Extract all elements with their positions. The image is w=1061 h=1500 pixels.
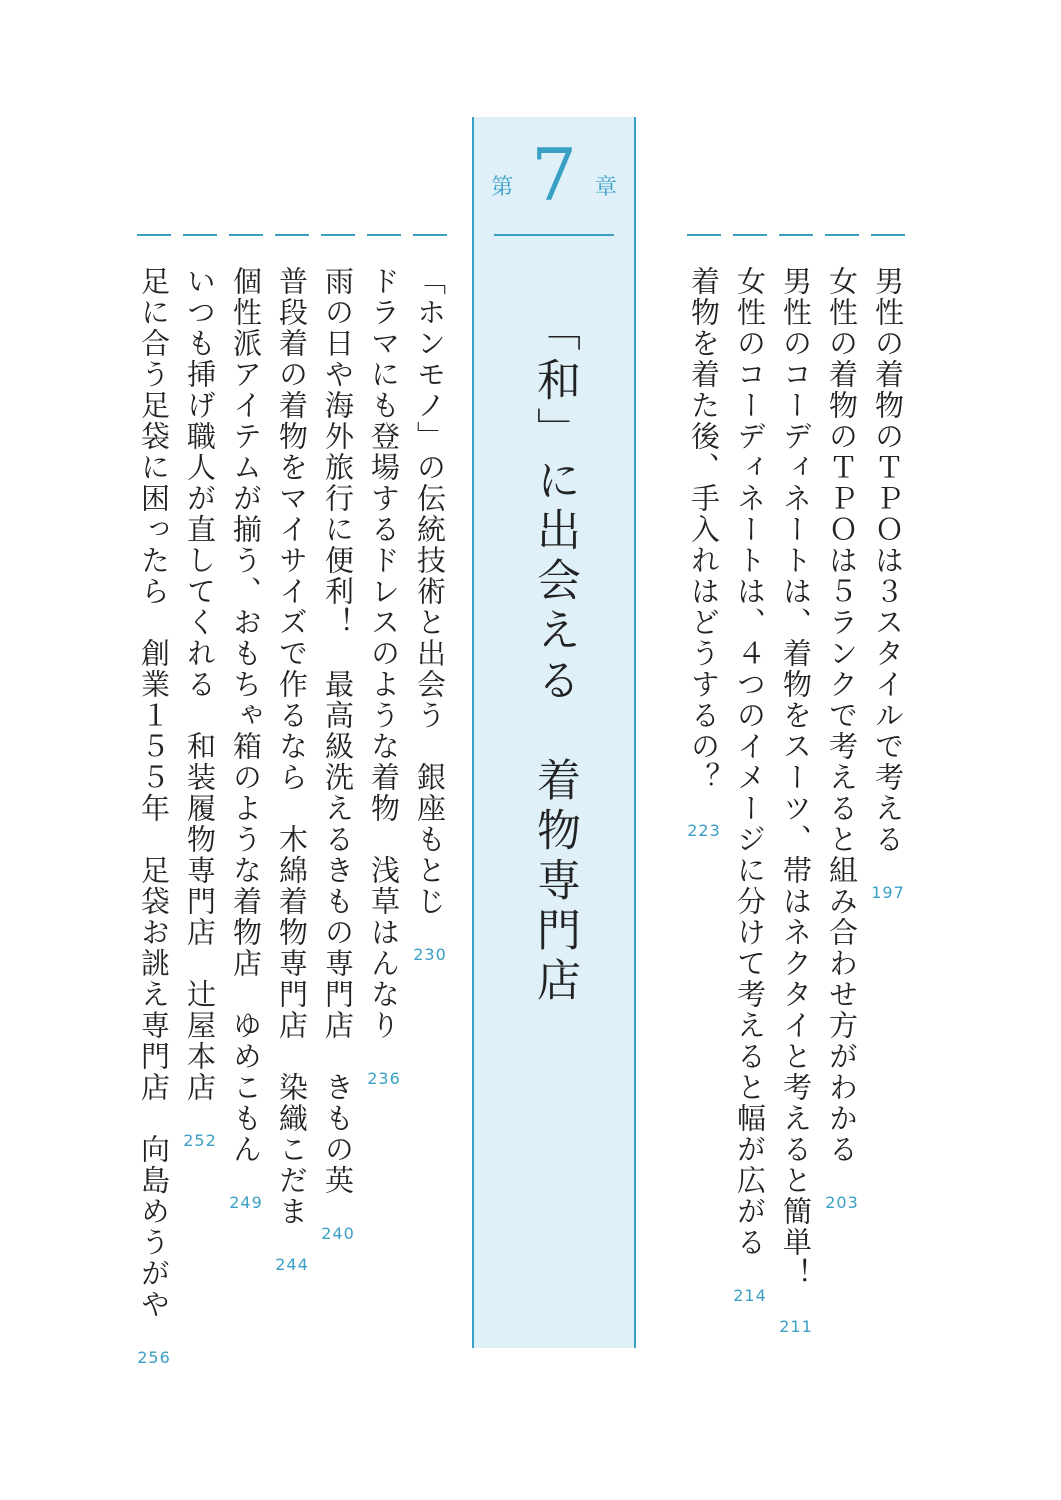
entry-dash	[137, 234, 171, 236]
entry-title: ドラマにも登場するドレスのような着物 浅草はんなり	[367, 266, 401, 1041]
entry-page-number: 214	[733, 1286, 767, 1305]
entry-title: 普段着の着物をマイサイズで作るなら 木綿着物専門店 染織こだま	[275, 266, 309, 1227]
entry-dash	[321, 234, 355, 236]
entry-page-number: 230	[413, 945, 447, 964]
entry-page-number: 249	[229, 1193, 263, 1212]
toc-entry[interactable]	[407, 234, 453, 964]
toc-entry[interactable]	[727, 234, 773, 1305]
entry-title: いつも挿げ職人が直してくれる 和装履物専門店 辻屋本店	[183, 266, 217, 1103]
entry-dash	[229, 234, 263, 236]
entry-page-number: 240	[321, 1224, 355, 1243]
toc-entry[interactable]	[131, 234, 177, 1367]
entry-title: 個性派アイテムが揃う、おもちゃ箱のような着物店 ゆめこもん	[229, 266, 263, 1165]
entry-page-number: 256	[137, 1348, 171, 1367]
entry-page-number: 211	[779, 1317, 813, 1336]
entry-title: 雨の日や海外旅行に便利！ 最高級洗えるきもの専門店 きもの英	[321, 266, 355, 1196]
toc-entry[interactable]	[223, 234, 269, 1212]
toc-entry[interactable]	[177, 234, 223, 1150]
entry-page-number: 203	[825, 1193, 859, 1212]
entry-page-number: 197	[871, 883, 905, 902]
entry-title: 男性の着物のＴＰＯは３スタイルで考える	[871, 266, 905, 855]
toc-entry[interactable]	[773, 234, 819, 1336]
entry-dash	[779, 234, 813, 236]
entry-title: 女性のコーディネートは、４つのイメージに分けて考えると幅が広がる	[733, 266, 767, 1258]
entry-title: 着物を着た後、手入れはどうするの？	[687, 266, 721, 793]
entry-dash	[825, 234, 859, 236]
entry-dash	[367, 234, 401, 236]
chapter-prefix: 第	[491, 175, 514, 200]
toc-entry[interactable]	[865, 234, 911, 902]
entry-title: 男性のコーディネートは、着物をスーツ、帯はネクタイと考えると簡単！	[779, 266, 813, 1289]
chapter-title: 「和」に出会える 着物専門店	[529, 307, 580, 1007]
entry-title: 女性の着物のＴＰＯは５ランクで考えると組み合わせ方がわかる	[825, 266, 859, 1165]
chapter-divider	[494, 234, 614, 236]
chapter-number: 7	[531, 133, 577, 217]
toc-entry[interactable]	[819, 234, 865, 1212]
entry-page-number: 223	[687, 821, 721, 840]
entry-dash	[183, 234, 217, 236]
entry-page-number: 244	[275, 1255, 309, 1274]
entry-dash	[413, 234, 447, 236]
entry-title: 足に合う足袋に困ったら 創業１５５年 足袋お誂え専門店 向島めうがや	[137, 266, 171, 1320]
entry-page-number: 236	[367, 1069, 401, 1088]
entry-dash	[275, 234, 309, 236]
chapter-band	[472, 117, 636, 1348]
entry-dash	[687, 234, 721, 236]
toc-entry[interactable]	[361, 234, 407, 1088]
chapter-suffix: 章	[594, 175, 617, 200]
entry-page-number: 252	[183, 1131, 217, 1150]
entry-title: 「ホンモノ」の伝統技術と出会う 銀座もとじ	[413, 266, 447, 917]
toc-entry[interactable]	[681, 234, 727, 840]
toc-entry[interactable]	[269, 234, 315, 1274]
entry-dash	[733, 234, 767, 236]
entry-dash	[871, 234, 905, 236]
toc-entry[interactable]	[315, 234, 361, 1243]
chapter-heading	[474, 133, 634, 217]
